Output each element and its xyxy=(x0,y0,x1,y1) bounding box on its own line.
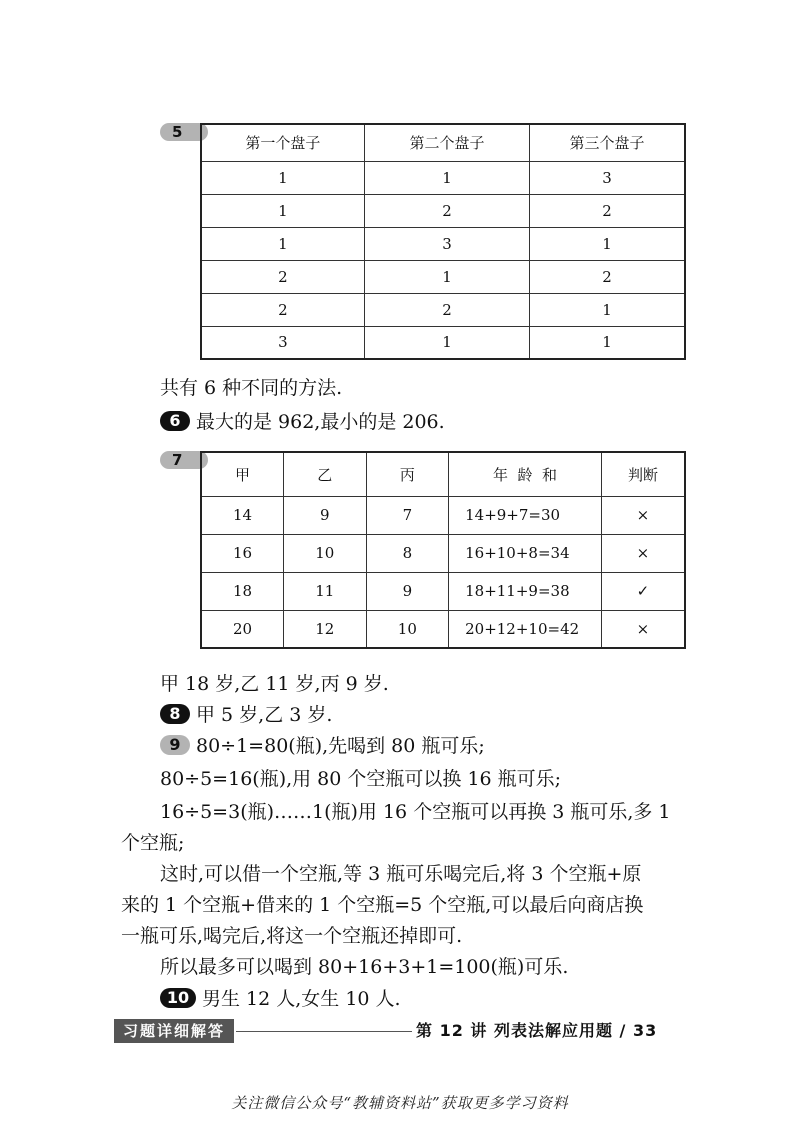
table-row xyxy=(201,496,685,534)
table-cell: 1 xyxy=(201,161,364,194)
table-cell: 20 xyxy=(201,610,284,648)
table-row xyxy=(201,293,685,326)
table-cell: ✓ xyxy=(601,572,685,610)
table-cell: 2 xyxy=(364,194,529,227)
table-cell: 1 xyxy=(364,326,529,359)
q9-line-2: 80÷5=16(瓶),用 80 个空瓶可以换 16 瓶可乐; xyxy=(160,768,562,790)
table-cell: 7 xyxy=(366,496,449,534)
table-cell: 18 xyxy=(201,572,284,610)
table-cell: 14 xyxy=(201,496,284,534)
table-cell: 1 xyxy=(530,227,685,260)
q10-answer xyxy=(160,983,401,1015)
q10-text: 男生 12 人,女生 10 人. xyxy=(202,988,401,1010)
q9-line-7: 一瓶可乐,喝完后,将这一个空瓶还掉即可. xyxy=(121,925,463,947)
table-header-cell: 甲 xyxy=(201,452,284,496)
table-cell: × xyxy=(601,496,685,534)
table-cell: 1 xyxy=(364,260,529,293)
table-header-cell: 第三个盘子 xyxy=(530,124,685,161)
table-cell: 2 xyxy=(530,194,685,227)
table-cell: 1 xyxy=(201,194,364,227)
plate-combinations-table xyxy=(200,123,686,360)
table-cell: 11 xyxy=(284,572,367,610)
table-cell: 1 xyxy=(530,326,685,359)
table-cell: 3 xyxy=(201,326,364,359)
table-row xyxy=(201,227,685,260)
table-cell: 20+12+10=42 xyxy=(449,610,602,648)
table-cell: 3 xyxy=(530,161,685,194)
chapter-page-label: 第 12 讲 列表法解应用题 / 33 xyxy=(416,1021,658,1040)
question-number-badge: 8 xyxy=(160,704,190,724)
q9-line-4: 个空瓶; xyxy=(121,832,185,854)
table-cell: 1 xyxy=(530,293,685,326)
table-header-cell: 年 龄 和 xyxy=(449,452,602,496)
table-cell: 14+9+7=30 xyxy=(449,496,602,534)
q7-conclusion: 甲 18 岁,乙 11 岁,丙 9 岁. xyxy=(160,673,389,695)
table-cell: 16 xyxy=(201,534,284,572)
table-header-cell: 判断 xyxy=(601,452,685,496)
footer-divider xyxy=(236,1031,412,1032)
q6-text: 最大的是 962,最小的是 206. xyxy=(196,411,445,433)
table-cell: 2 xyxy=(201,260,364,293)
table-cell: 2 xyxy=(201,293,364,326)
question-number-badge: 9 xyxy=(160,735,190,755)
table-row xyxy=(201,610,685,648)
table-header-cell: 第一个盘子 xyxy=(201,124,364,161)
table-row xyxy=(201,161,685,194)
table-cell: 10 xyxy=(284,534,367,572)
table-cell: 8 xyxy=(366,534,449,572)
table-row xyxy=(201,572,685,610)
table-cell: 1 xyxy=(364,161,529,194)
table-cell: 18+11+9=38 xyxy=(449,572,602,610)
q9-line-6: 来的 1 个空瓶+借来的 1 个空瓶=5 个空瓶,可以最后向商店换 xyxy=(121,894,644,916)
age-trial-table xyxy=(200,451,686,649)
table-cell: 9 xyxy=(366,572,449,610)
q8-answer xyxy=(160,699,332,731)
table-cell: × xyxy=(601,610,685,648)
table-header-cell: 乙 xyxy=(284,452,367,496)
table-cell: 16+10+8=34 xyxy=(449,534,602,572)
table-cell: 12 xyxy=(284,610,367,648)
table-cell: 1 xyxy=(201,227,364,260)
table-cell: 10 xyxy=(366,610,449,648)
q9-line-5: 这时,可以借一个空瓶,等 3 瓶可乐喝完后,将 3 个空瓶+原 xyxy=(160,863,642,885)
q9-text: 80÷1=80(瓶),先喝到 80 瓶可乐; xyxy=(196,735,485,757)
table-header-cell: 丙 xyxy=(366,452,449,496)
question-number-badge: 10 xyxy=(160,988,196,1008)
table-cell: 2 xyxy=(530,260,685,293)
table-cell: 9 xyxy=(284,496,367,534)
watermark-text: 关注微信公众号“教辅资料站”获取更多学习资料 xyxy=(231,1094,569,1112)
table-cell: 3 xyxy=(364,227,529,260)
table-cell: × xyxy=(601,534,685,572)
q9-line-8: 所以最多可以喝到 80+16+3+1=100(瓶)可乐. xyxy=(160,956,569,978)
section-tag: 习题详细解答 xyxy=(114,1019,234,1043)
table-row xyxy=(201,534,685,572)
q8-text: 甲 5 岁,乙 3 岁. xyxy=(196,704,333,726)
q9-line-3: 16÷5=3(瓶)……1(瓶)用 16 个空瓶可以再换 3 瓶可乐,多 1 xyxy=(160,801,671,823)
table-row xyxy=(201,326,685,359)
table-row xyxy=(201,194,685,227)
q9-line-1 xyxy=(160,730,485,762)
question-number-badge: 5 xyxy=(160,123,208,141)
question-number-badge: 6 xyxy=(160,411,190,431)
question-number-badge: 7 xyxy=(160,451,208,469)
q6-answer xyxy=(160,406,445,438)
table-row xyxy=(201,260,685,293)
table-cell: 2 xyxy=(364,293,529,326)
table-header-cell: 第二个盘子 xyxy=(364,124,529,161)
q5-conclusion: 共有 6 种不同的方法. xyxy=(160,377,343,399)
